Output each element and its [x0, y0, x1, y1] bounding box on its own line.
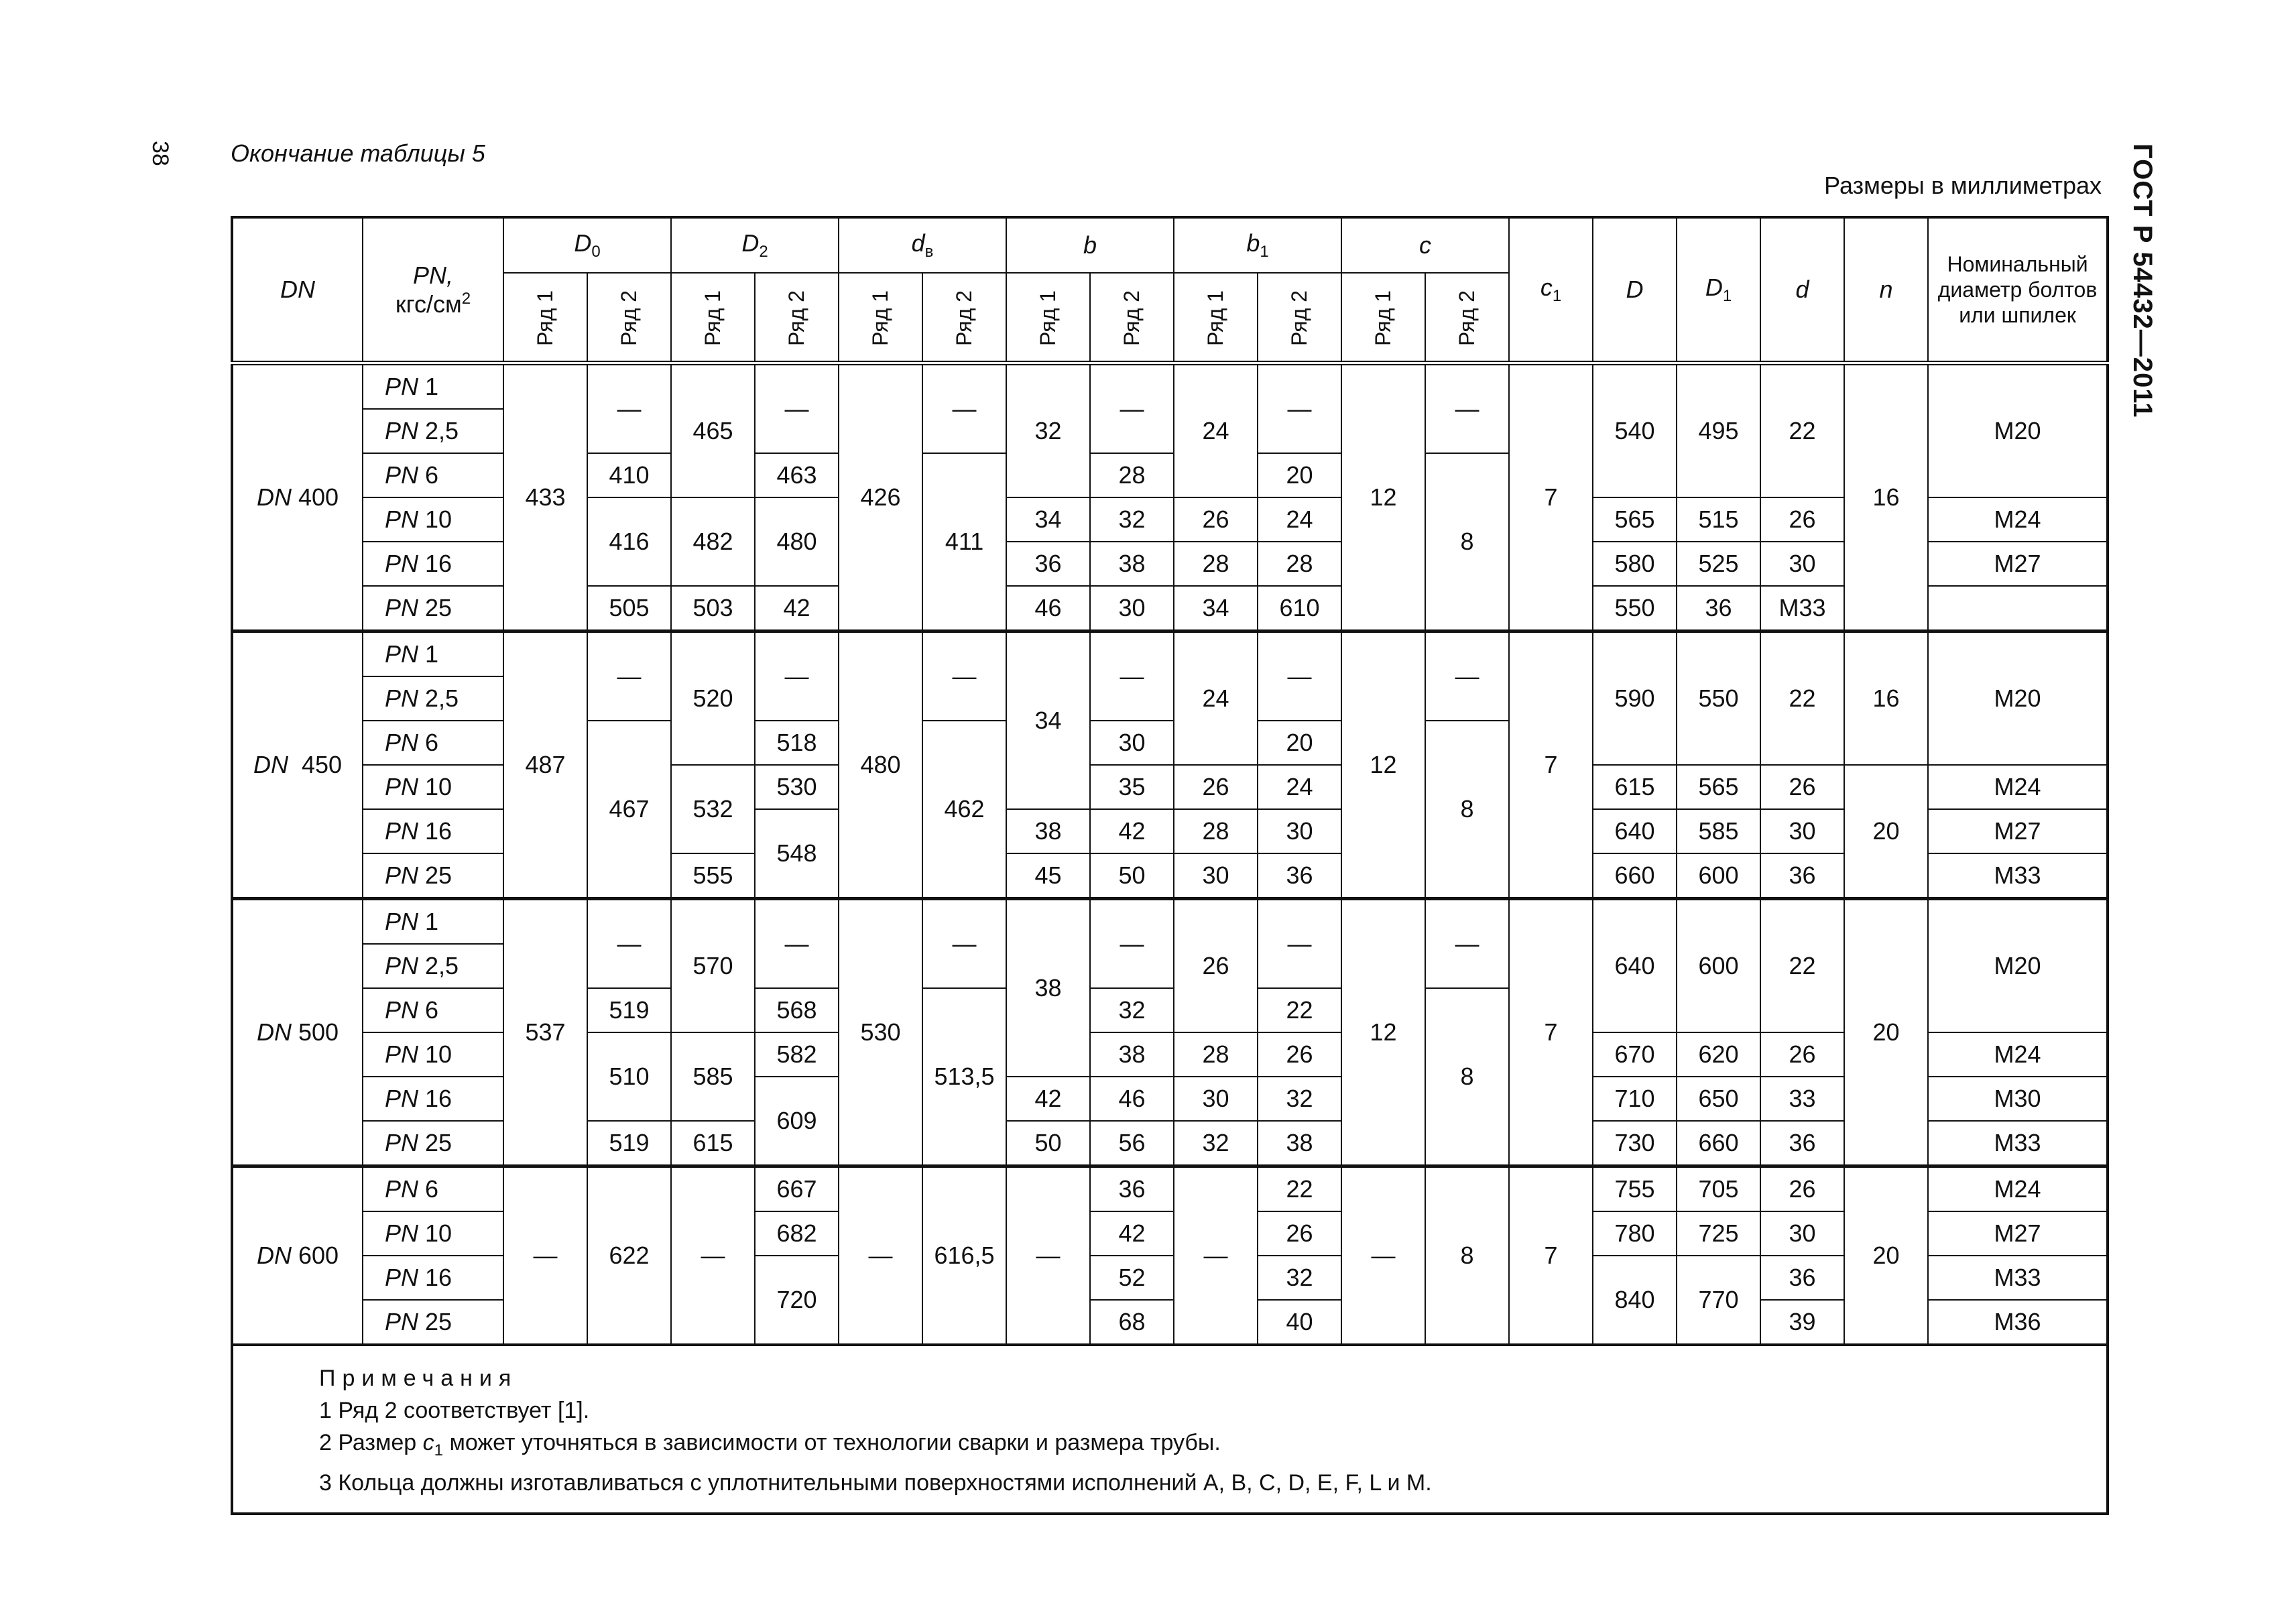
n-cell: 20 — [1844, 1166, 1928, 1345]
pn-cell: PN 16 — [363, 1256, 503, 1300]
c-row2-cell: 8 — [1425, 453, 1509, 632]
pn-cell: PN 10 — [363, 1032, 503, 1077]
c-row1-cell: 12 — [1341, 899, 1425, 1166]
b1-row2-cell: 30 — [1258, 809, 1341, 853]
pn-cell: PN 25 — [363, 1121, 503, 1166]
b-row2-cell: 38 — [1090, 1032, 1174, 1077]
D1-cell: 650 — [1677, 1077, 1760, 1121]
b1-row2-cell: 20 — [1258, 453, 1341, 497]
dn-cell: DN 400 — [232, 363, 363, 632]
b-row2-cell: 32 — [1090, 497, 1174, 542]
b1-row1-cell: 26 — [1174, 899, 1258, 1033]
dn-cell: DN 500 — [232, 899, 363, 1166]
D1-cell: 515 — [1677, 497, 1760, 542]
dimensions-table — [231, 216, 2100, 1515]
D-cell: 610 — [1258, 586, 1341, 632]
d0-row1-cell: 537 — [503, 899, 587, 1166]
table-row — [232, 632, 2108, 677]
c1-cell: 7 — [1509, 899, 1593, 1166]
d-cell: 30 — [1760, 542, 1844, 586]
n-cell: 16 — [1844, 632, 1928, 766]
dv-row1-cell: 480 — [839, 632, 922, 899]
d2-row2-cell: 480 — [755, 497, 839, 586]
pn-cell: PN 1 — [363, 363, 503, 410]
b-row1-cell: 38 — [1006, 899, 1090, 1077]
b-row1-cell: 34 — [1006, 497, 1090, 542]
b1-row2-cell: 32 — [1258, 1256, 1341, 1300]
bolt-cell: M33 — [1928, 853, 2108, 899]
dv-row1-cell: — — [839, 1166, 922, 1345]
b-row2-cell: 38 — [1090, 542, 1174, 586]
header-d2: $D_2$ — [671, 217, 839, 273]
pn-cell: PN 6 — [363, 988, 503, 1032]
d2-row2-cell: 568 — [755, 988, 839, 1032]
D-cell: 780 — [1593, 1211, 1677, 1256]
d0-row2-cell: — — [587, 899, 671, 989]
header-b1-row1: Ряд 1 — [1174, 273, 1258, 363]
page-number: 38 — [147, 141, 173, 166]
header-d0: $D_0$ — [503, 217, 671, 273]
d-cell: 22 — [1760, 632, 1844, 766]
b-row1-cell: 38 — [1006, 809, 1090, 853]
c1-cell: 7 — [1509, 632, 1593, 899]
c-row1-cell: 12 — [1341, 363, 1425, 632]
b1-row2-cell: 38 — [1258, 1121, 1341, 1166]
d2-row2-cell: — — [755, 899, 839, 989]
D1-cell: 550 — [1677, 632, 1760, 766]
b1-row2-cell: 26 — [1258, 1032, 1341, 1077]
n-cell: 16 — [1844, 363, 1928, 632]
pn-cell: PN 2,5 — [363, 409, 503, 453]
d-cell: 36 — [1760, 1256, 1844, 1300]
header-pn: PN, кгс/$см^2$ — [363, 217, 503, 363]
b1-row1-cell: 30 — [1174, 1077, 1258, 1121]
pn-cell: PN 25 — [363, 586, 503, 632]
pn-cell: PN 1 — [363, 899, 503, 945]
header-d2-row1: Ряд 1 — [671, 273, 755, 363]
b-row1-cell: 50 — [1006, 1121, 1090, 1166]
header-b-row2: Ряд 2 — [1090, 273, 1174, 363]
b-row2-cell: 52 — [1090, 1256, 1174, 1300]
b-row1-cell: 34 — [1006, 632, 1090, 810]
dv-row2-cell: 411 — [922, 453, 1006, 632]
d2-row2-cell: 682 — [755, 1211, 839, 1256]
header-c-row2: Ряд 2 — [1425, 273, 1509, 363]
D1-cell: 550 — [1593, 586, 1677, 632]
table-row — [232, 899, 2108, 945]
b-row1-cell: — — [1006, 1166, 1090, 1345]
c1-cell: 7 — [1509, 363, 1593, 632]
b1-row1-cell: 32 — [1174, 1121, 1258, 1166]
bolt-cell: M20 — [1928, 363, 2108, 498]
d0-row2-cell: 622 — [587, 1166, 671, 1345]
b1-row1-cell: 28 — [1174, 542, 1258, 586]
b-row1-cell: 42 — [755, 586, 839, 632]
b-row2-cell: — — [1090, 899, 1174, 989]
c-row2-cell: — — [1425, 363, 1509, 454]
D-cell: 615 — [1593, 765, 1677, 809]
d-cell: 36 — [1760, 1121, 1844, 1166]
c-row1-cell: — — [1341, 1166, 1425, 1345]
D1-cell: 620 — [1677, 1032, 1760, 1077]
dv-row2-cell: — — [922, 899, 1006, 989]
D-cell: 710 — [1593, 1077, 1677, 1121]
d2-row1-cell: 465 — [671, 363, 755, 498]
header-b-row1: Ряд 1 — [1006, 273, 1090, 363]
b1-row1-cell: 24 — [1174, 632, 1258, 766]
dv-row2-cell: 462 — [922, 721, 1006, 899]
bolt-cell: M24 — [1928, 1166, 2108, 1212]
d0-row1-cell: 487 — [503, 632, 587, 899]
b1-row2-cell: 26 — [1258, 1211, 1341, 1256]
d2-row2-cell: — — [755, 363, 839, 454]
header-D1: $D_1$ — [1677, 217, 1760, 363]
bolt-cell: M20 — [1928, 632, 2108, 766]
b-row2-cell: — — [1090, 632, 1174, 721]
d0-row2-cell: 416 — [587, 497, 671, 586]
D-cell: 730 — [1593, 1121, 1677, 1166]
d-cell: 22 — [1760, 899, 1844, 1033]
dv-row2-cell: 616,5 — [922, 1166, 1006, 1345]
notes-title: Примечания — [319, 1366, 518, 1391]
header-dv: $d_в$ — [839, 217, 1006, 273]
d2-row1-cell: — — [671, 1166, 755, 1345]
d2-row2-cell: 667 — [755, 1166, 839, 1212]
b-row1-cell: 42 — [1006, 1077, 1090, 1121]
pn-cell: PN 10 — [363, 1211, 503, 1256]
header-dn: DN — [232, 217, 363, 363]
d-cell: 26 — [1760, 1032, 1844, 1077]
b1-row2-cell: 32 — [1258, 1077, 1341, 1121]
d2-row1-cell: 585 — [671, 1032, 755, 1121]
dv-row2-cell: 513,5 — [922, 988, 1006, 1166]
b1-row2-cell: 40 — [1258, 1300, 1341, 1345]
b-row1-cell: 45 — [1006, 853, 1090, 899]
b1-row2-cell: 34 — [1174, 586, 1258, 632]
c-row2-cell: 8 — [1425, 988, 1509, 1166]
bolt-cell: M20 — [1928, 899, 2108, 1033]
bolt-cell: M27 — [1928, 809, 2108, 853]
d0-row2-cell: — — [587, 363, 671, 454]
header-c1: $c_1$ — [1509, 217, 1593, 363]
b-row2-cell: — — [1090, 363, 1174, 454]
d-cell: 33 — [1760, 1077, 1844, 1121]
bolt-cell: M36 — [1928, 1300, 2108, 1345]
d-cell: 26 — [1760, 765, 1844, 809]
d-cell: 26 — [1760, 497, 1844, 542]
c-row2-cell: — — [1425, 632, 1509, 721]
d2-row2-cell: 548 — [755, 809, 839, 899]
d-cell: 39 — [1760, 1300, 1844, 1345]
d2-row2-cell: — — [755, 632, 839, 721]
d2-row1-cell: 520 — [671, 632, 755, 766]
units-label: Размеры в миллиметрах — [1824, 172, 2102, 199]
b-row2-cell: 56 — [1090, 1121, 1174, 1166]
d0-row1-cell: — — [503, 1166, 587, 1345]
bolt-cell: M30 — [1928, 1077, 2108, 1121]
b1-row1-cell: 30 — [1174, 853, 1258, 899]
b1-row2-cell: 36 — [1258, 853, 1341, 899]
note-2: 2 Размер $c_1$ может уточняться в зависимости от технологии сварки и размера трубы. — [319, 1430, 1221, 1459]
D1-cell: 705 — [1677, 1166, 1760, 1212]
pn-cell: PN 2,5 — [363, 944, 503, 988]
b1-row1-cell: — — [1174, 1166, 1258, 1345]
b1-row2-cell: 24 — [1258, 497, 1341, 542]
d2-row1-cell: 555 — [671, 853, 755, 899]
d2-row1-cell: 505 — [587, 586, 671, 632]
b-row2-cell: 35 — [1090, 765, 1174, 809]
D-cell: 540 — [1593, 363, 1677, 498]
b1-row2-cell: 28 — [1258, 542, 1341, 586]
bolt-cell: M24 — [1928, 1032, 2108, 1077]
header-c: c — [1341, 217, 1509, 273]
pn-cell: PN 16 — [363, 809, 503, 853]
d0-row2-cell: 510 — [587, 1032, 671, 1121]
header-bolt: Номинальный диаметр болтов или шпилек — [1928, 217, 2108, 363]
b-row2-cell: 32 — [1090, 988, 1174, 1032]
pn-cell: PN 6 — [363, 721, 503, 765]
table-row — [232, 1166, 2108, 1212]
d-cell: 26 — [1760, 1166, 1844, 1212]
d2-row2-cell: 609 — [755, 1077, 839, 1166]
notes — [232, 1345, 2108, 1514]
d2-row2-cell: 518 — [755, 721, 839, 765]
header-d2-row2: Ряд 2 — [755, 273, 839, 363]
b1-row1-cell: 24 — [1174, 363, 1258, 498]
n-cell: 20 — [1844, 899, 1928, 1166]
b1-row1-cell: 26 — [1174, 765, 1258, 809]
b1-row1-cell: 28 — [1174, 1032, 1258, 1077]
b1-row2-cell: — — [1258, 363, 1341, 454]
b-row1-cell: 36 — [1006, 542, 1090, 586]
D-cell: 640 — [1593, 899, 1677, 1033]
header-d0-row1: Ряд 1 — [503, 273, 587, 363]
pn-cell: PN 10 — [363, 497, 503, 542]
dn-cell: DN 600 — [232, 1166, 363, 1345]
D1-cell: 660 — [1677, 1121, 1760, 1166]
b1-row2-cell: 22 — [1258, 1166, 1341, 1212]
b1-row1-cell: 30 — [1090, 586, 1174, 632]
table-row — [232, 363, 2108, 410]
D1-cell: 585 — [1677, 809, 1760, 853]
dv-row2-cell: — — [922, 632, 1006, 721]
dv-row2-cell: — — [922, 363, 1006, 454]
d2-row1-cell: 532 — [671, 765, 755, 853]
b-row1-cell: 32 — [1006, 363, 1090, 498]
header-D: D — [1593, 217, 1677, 363]
D-cell: 580 — [1593, 542, 1677, 586]
D1-cell: 525 — [1677, 542, 1760, 586]
b-row2-cell: 50 — [1090, 853, 1174, 899]
b-row2-cell: 68 — [1090, 1300, 1174, 1345]
d2-row2-cell: 720 — [755, 1256, 839, 1345]
header-n: n — [1844, 217, 1928, 363]
b-row2-cell: 46 — [1090, 1077, 1174, 1121]
b1-row1-cell: 28 — [1174, 809, 1258, 853]
D1-cell: 770 — [1677, 1256, 1760, 1345]
d-cell: 36 — [1760, 853, 1844, 899]
D-cell: 755 — [1593, 1166, 1677, 1212]
pn-cell: PN 10 — [363, 765, 503, 809]
D-cell: 670 — [1593, 1032, 1677, 1077]
header-dv-row1: Ряд 1 — [839, 273, 922, 363]
bolt-cell: M33 — [1928, 1121, 2108, 1166]
bolt-cell: M27 — [1928, 1211, 2108, 1256]
d-cell: 36 — [1677, 586, 1760, 632]
b1-row2-cell: 20 — [1258, 721, 1341, 765]
D-cell: 565 — [1593, 497, 1677, 542]
pn-cell: PN 25 — [363, 853, 503, 899]
b-row2-cell: 28 — [1090, 453, 1174, 497]
b-row2-cell: 36 — [1090, 1166, 1174, 1212]
table-caption: Окончание таблицы 5 — [231, 139, 485, 167]
c-row1-cell: 12 — [1341, 632, 1425, 899]
b-row2-cell: 42 — [1090, 1211, 1174, 1256]
b-row2-cell: 46 — [1006, 586, 1090, 632]
b1-row1-cell: 26 — [1174, 497, 1258, 542]
D-cell: 840 — [1593, 1256, 1677, 1345]
D1-cell: 725 — [1677, 1211, 1760, 1256]
dv-row1-cell: 426 — [839, 363, 922, 632]
header-d0-row2: Ряд 2 — [587, 273, 671, 363]
bolt-cell: M27 — [1928, 542, 2108, 586]
note-3: 3 Кольца должны изготавливаться с уплотнительными поверхностями исполнений A, B, C, D, E, F, L и M. — [319, 1469, 1432, 1496]
header-dv-row2: Ряд 2 — [922, 273, 1006, 363]
d2-row2-cell: 530 — [755, 765, 839, 809]
dv-row1-cell: 530 — [839, 899, 922, 1166]
c1-cell: 7 — [1509, 1166, 1593, 1345]
D-cell: 640 — [1593, 809, 1677, 853]
d2-row2-cell: 463 — [755, 453, 839, 497]
d2-row2-cell: 582 — [755, 1032, 839, 1077]
D-cell: 590 — [1593, 632, 1677, 766]
b1-row2-cell: 22 — [1258, 988, 1341, 1032]
c-row2-cell: — — [1425, 899, 1509, 989]
pn-cell: PN 1 — [363, 632, 503, 677]
D1-cell: 565 — [1677, 765, 1760, 809]
pn-cell: PN 16 — [363, 542, 503, 586]
header-b1-row2: Ряд 2 — [1258, 273, 1341, 363]
d2-row1-cell: 570 — [671, 899, 755, 1033]
header-c-row1: Ряд 1 — [1341, 273, 1425, 363]
d0-row1-cell: 433 — [503, 363, 587, 632]
b-row2-cell: 30 — [1090, 721, 1174, 765]
bolt-cell: M24 — [1928, 497, 2108, 542]
bolt-cell: M33 — [1928, 1256, 2108, 1300]
d2-row1-cell: 482 — [671, 497, 755, 586]
bolt-cell: M33 — [1760, 586, 1844, 632]
d2-row1-cell: 615 — [671, 1121, 755, 1166]
D-cell: 660 — [1593, 853, 1677, 899]
b-row2-cell: 42 — [1090, 809, 1174, 853]
pn-cell: PN 16 — [363, 1077, 503, 1121]
header-d: d — [1760, 217, 1844, 363]
d0-row2-cell: 519 — [587, 988, 671, 1032]
pn-cell: PN 6 — [363, 1166, 503, 1212]
bolt-cell: M24 — [1928, 765, 2108, 809]
note-1: 1 Ряд 2 соответствует [1]. — [319, 1398, 590, 1423]
dn-cell: DN 450 — [232, 632, 363, 899]
d2-row2-cell: 503 — [671, 586, 755, 632]
d-cell: 30 — [1760, 1211, 1844, 1256]
b1-row2-cell: 24 — [1258, 765, 1341, 809]
header-b: b — [1006, 217, 1174, 273]
D1-cell: 600 — [1677, 899, 1760, 1033]
standard-designation: ГОСТ Р 54432—2011 — [2128, 143, 2157, 418]
d-cell: 30 — [1760, 809, 1844, 853]
d0-row2-cell: — — [587, 632, 671, 721]
d0-row2-cell: 467 — [587, 721, 671, 899]
c-row2-cell: 8 — [1425, 721, 1509, 899]
c-row2-cell: 8 — [1425, 1166, 1509, 1345]
pn-cell: PN 6 — [363, 453, 503, 497]
b1-row2-cell: — — [1258, 899, 1341, 989]
notes-row — [232, 1345, 2108, 1514]
D1-cell: 495 — [1677, 363, 1760, 498]
d0-row2-cell: 519 — [587, 1121, 671, 1166]
pn-cell: PN 25 — [363, 1300, 503, 1345]
header-b1: $b_1$ — [1174, 217, 1341, 273]
D1-cell: 600 — [1677, 853, 1760, 899]
n-cell: 20 — [1844, 765, 1928, 899]
pn-cell: PN 2,5 — [363, 676, 503, 721]
d0-row2-cell: 410 — [587, 453, 671, 497]
b1-row2-cell: — — [1258, 632, 1341, 721]
d-cell: 22 — [1760, 363, 1844, 498]
